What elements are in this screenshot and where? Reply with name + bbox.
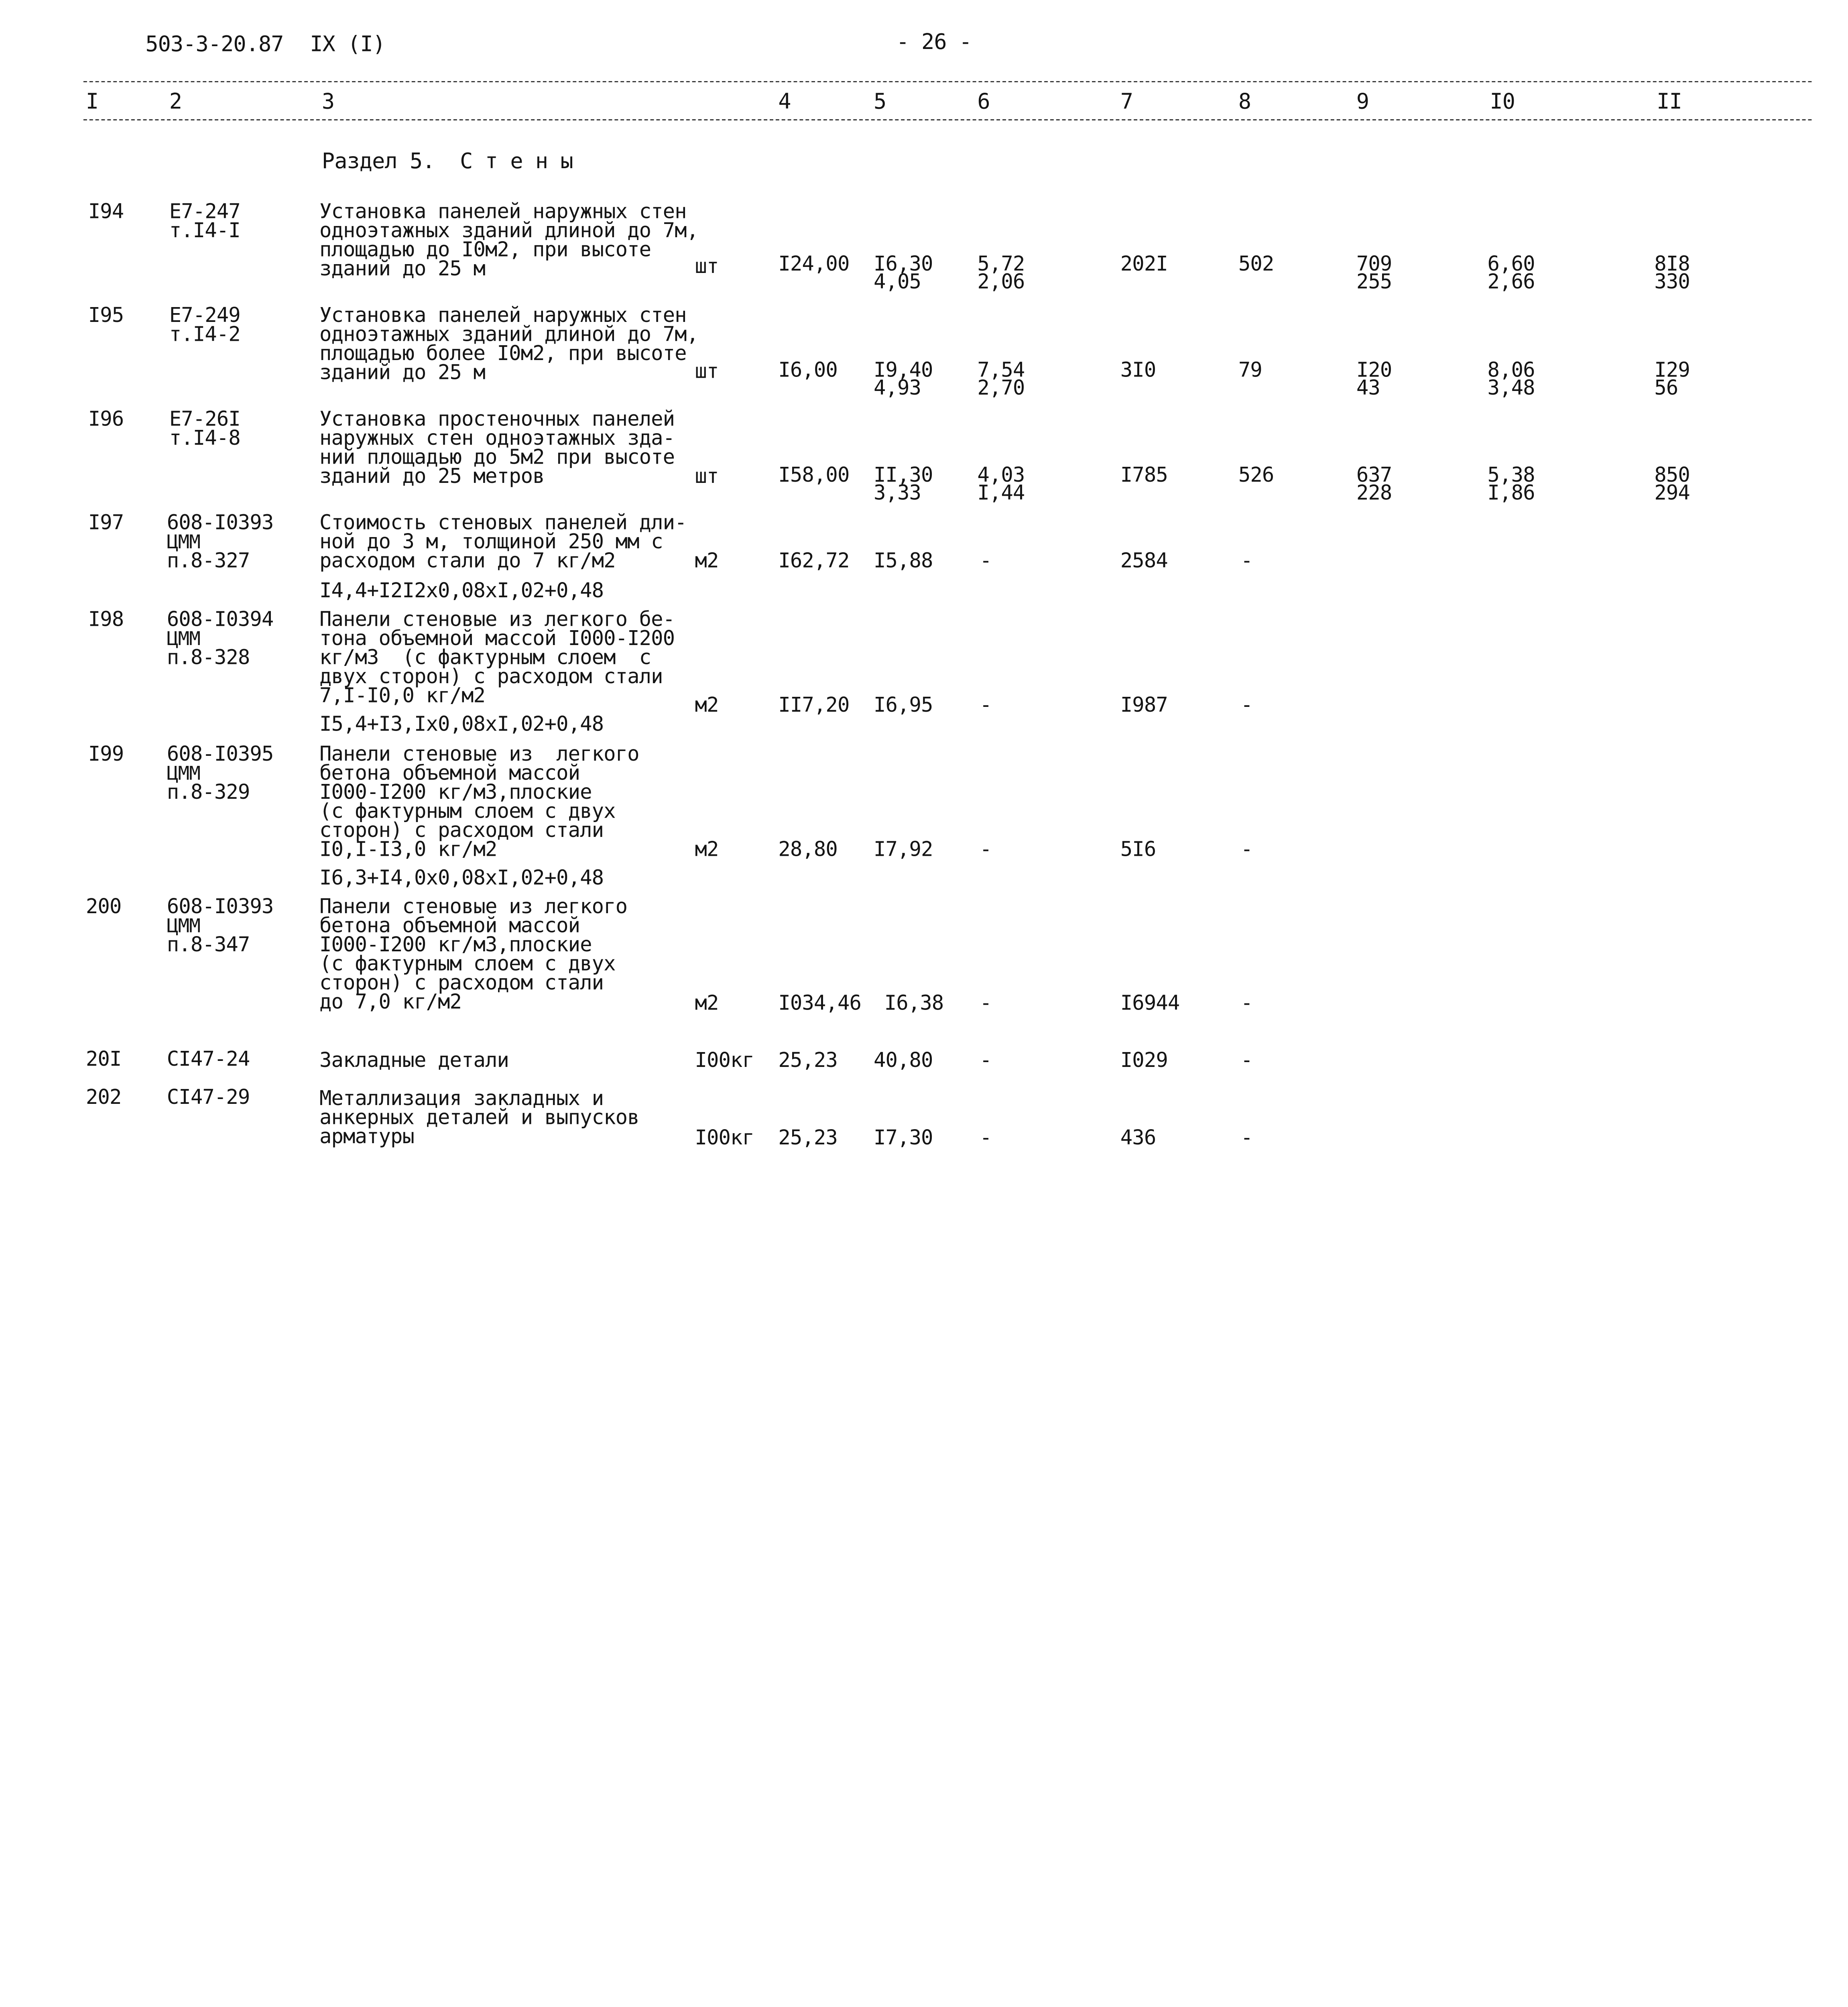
- row-code: E7-249: [169, 304, 240, 328]
- row-description: до 7,0 кг/м2: [319, 991, 462, 1015]
- row-description: двух сторон) с расходом стали: [319, 665, 663, 689]
- value-top: I9,40: [874, 358, 933, 383]
- row-description: Установка простеночных панелей: [319, 407, 675, 432]
- row-description: арматуры: [319, 1125, 415, 1150]
- row-col8: -: [1240, 1126, 1253, 1151]
- row-code: 608-I0393: [167, 895, 274, 919]
- row-col7: I029: [1120, 1049, 1168, 1073]
- row-description: Установка панелей наружных стен: [319, 200, 687, 224]
- value-bottom: 3,48: [1487, 377, 1535, 401]
- row-code: 608-I0393: [167, 511, 274, 535]
- row-number: I95: [88, 304, 124, 328]
- row-description: площадью более I0м2, при высоте: [319, 342, 687, 366]
- row-number: I99: [88, 743, 124, 767]
- value-bottom: 43: [1356, 377, 1380, 401]
- row-col7: 5I6: [1120, 838, 1156, 862]
- row-code: п.8-347: [167, 933, 250, 957]
- value-bottom: 294: [1654, 481, 1690, 506]
- row-col5: I5,88: [874, 550, 933, 574]
- row-description: сторон) с расходом стали: [319, 819, 604, 843]
- row-formula: I5,4+I3,Ix0,08xI,02+0,48: [319, 713, 604, 737]
- value-bottom: I,86: [1487, 481, 1535, 506]
- value-top: I6,30: [874, 252, 933, 277]
- row-description: I0,I-I3,0 кг/м2: [319, 838, 497, 862]
- row-description: Установка панелей наружных стен: [319, 304, 687, 328]
- row-col9: [1356, 252, 1392, 295]
- row-number: 20I: [85, 1048, 122, 1072]
- row-unit: м2: [695, 550, 719, 574]
- row-col7: I785: [1120, 464, 1168, 488]
- row-description: расходом стали до 7 кг/м2: [319, 550, 616, 574]
- row-code: п.8-329: [167, 781, 250, 805]
- row-code: E7-26I: [169, 407, 240, 432]
- row-description: бетона объемной массой: [319, 761, 580, 786]
- value-bottom: 4,05: [874, 271, 921, 295]
- row-unit: м2: [695, 694, 719, 718]
- row-number: I97: [88, 511, 124, 535]
- row-quantity: I24,00: [778, 252, 850, 277]
- row-col6: -: [980, 694, 992, 718]
- row-quantity: 28,80: [778, 838, 838, 862]
- row-number: 202: [85, 1086, 122, 1110]
- value-top: 5,38: [1487, 464, 1535, 488]
- row-col5: [874, 358, 933, 401]
- row-number: 200: [85, 895, 122, 919]
- value-top: 7,54: [977, 358, 1025, 383]
- row-description: 7,I-I0,0 кг/м2: [319, 684, 486, 708]
- row-code: т.I4-8: [169, 427, 240, 451]
- row-col5: [874, 464, 933, 506]
- row-description: зданий до 25 м: [319, 361, 486, 385]
- value-top: 6,60: [1487, 252, 1535, 277]
- row-quantity: I034,46: [778, 992, 861, 1016]
- row-unit: шт: [695, 465, 719, 489]
- row-description: Металлизация закладных и: [319, 1087, 604, 1111]
- row-col5: 40,80: [874, 1049, 933, 1073]
- row-col6: -: [980, 550, 992, 574]
- page-number: - 26 -: [896, 30, 972, 55]
- table-header-rule: [83, 119, 1812, 120]
- table-top-rule: [83, 81, 1812, 82]
- row-description: кг/м3 (с фактурным слоем с: [319, 646, 651, 670]
- row-col5: I6,38: [884, 992, 944, 1016]
- album-number: IX (I): [310, 32, 386, 57]
- row-description: тона объемной массой I000-I200: [319, 627, 675, 651]
- row-description: зданий до 25 метров: [319, 465, 545, 489]
- column-header: 7: [1120, 89, 1133, 115]
- row-col10: [1487, 358, 1535, 401]
- value-top: 4,03: [977, 464, 1025, 488]
- row-code: 608-I0394: [167, 608, 274, 632]
- row-description: I000-I200 кг/м3,плоские: [319, 781, 592, 805]
- value-top: 850: [1654, 464, 1690, 488]
- row-col8: -: [1240, 992, 1253, 1016]
- value-top: II,30: [874, 464, 933, 488]
- row-col9: [1356, 464, 1392, 506]
- row-col8: 502: [1238, 252, 1274, 277]
- row-col7: 436: [1120, 1126, 1156, 1151]
- value-bottom: 255: [1356, 271, 1392, 295]
- row-col5: I7,30: [874, 1126, 933, 1151]
- value-bottom: 3,33: [874, 481, 921, 506]
- row-col11: [1654, 464, 1690, 506]
- row-code: CI47-29: [167, 1086, 250, 1110]
- row-quantity: 25,23: [778, 1049, 838, 1073]
- row-description: Стоимость стеновых панелей дли-: [319, 511, 687, 535]
- row-col5: I7,92: [874, 838, 933, 862]
- row-code: ЦММ: [167, 627, 200, 650]
- value-top: 5,72: [977, 252, 1025, 277]
- row-code: ЦММ: [167, 914, 200, 937]
- row-number: I96: [88, 407, 124, 432]
- row-code: ЦММ: [167, 761, 200, 785]
- row-description: зданий до 25 м: [319, 257, 486, 281]
- row-col8: -: [1240, 550, 1253, 574]
- row-code: п.8-328: [167, 646, 250, 670]
- row-quantity: I58,00: [778, 464, 850, 488]
- column-header: II: [1657, 89, 1682, 115]
- value-top: I20: [1356, 358, 1392, 383]
- value-bottom: 2,66: [1487, 271, 1535, 295]
- row-code: E7-247: [169, 200, 240, 224]
- row-col6: -: [980, 838, 992, 862]
- row-unit: I00кг: [695, 1126, 754, 1151]
- row-description: бетона объемной массой: [319, 914, 580, 938]
- row-description: Панели стеновые из легкого бе-: [319, 608, 675, 632]
- row-unit: шт: [695, 255, 719, 279]
- row-col7: I6944: [1120, 992, 1180, 1016]
- row-formula: I4,4+I2I2x0,08xI,02+0,48: [319, 579, 604, 603]
- row-col6: -: [980, 1049, 992, 1073]
- row-description: ной до 3 м, толщиной 250 мм с: [319, 530, 663, 555]
- row-formula: I6,3+I4,0x0,08xI,02+0,48: [319, 867, 604, 891]
- row-description: наружных стен одноэтажных зда-: [319, 427, 675, 451]
- row-description: анкерных деталей и выпусков: [319, 1106, 639, 1130]
- row-col6: -: [980, 1126, 992, 1151]
- row-code: т.I4-I: [169, 219, 240, 243]
- value-top: 8I8: [1654, 252, 1690, 277]
- row-description: ний площадью до 5м2 при высоте: [319, 446, 675, 470]
- row-unit: м2: [695, 838, 719, 862]
- row-description: Панели стеновые из легкого: [319, 743, 639, 767]
- section-title: Раздел 5. С т е н ы: [321, 149, 573, 174]
- value-top: 709: [1356, 252, 1392, 277]
- row-description: одноэтажных зданий длиной до 7м,: [319, 323, 699, 347]
- row-col6: [977, 464, 1025, 506]
- value-top: I29: [1654, 358, 1690, 383]
- value-bottom: 228: [1356, 481, 1392, 506]
- row-quantity: I6,00: [778, 358, 838, 383]
- row-number: I94: [88, 200, 124, 224]
- row-number: I98: [88, 608, 124, 632]
- row-unit: шт: [695, 360, 719, 384]
- row-description: Закладные детали: [319, 1049, 509, 1073]
- row-col5: [874, 252, 933, 295]
- column-header: 8: [1238, 89, 1251, 115]
- value-bottom: 330: [1654, 271, 1690, 295]
- row-col8: -: [1240, 838, 1253, 862]
- value-top: 8,06: [1487, 358, 1535, 383]
- row-col7: 2584: [1120, 550, 1168, 574]
- row-col8: 79: [1238, 358, 1262, 383]
- row-description: одноэтажных зданий длиной до 7м,: [319, 219, 699, 243]
- row-col8: 526: [1238, 464, 1274, 488]
- column-header: 2: [169, 89, 182, 115]
- column-header: 3: [321, 89, 335, 115]
- value-bottom: I,44: [977, 481, 1025, 506]
- row-code: 608-I0395: [167, 743, 274, 767]
- row-code: п.8-327: [167, 550, 250, 574]
- row-description: площадью до I0м2, при высоте: [319, 238, 651, 263]
- column-header: 9: [1356, 89, 1369, 115]
- row-col9: [1356, 358, 1392, 401]
- column-header: I: [85, 89, 99, 115]
- row-col6: -: [980, 992, 992, 1016]
- row-col7: I987: [1120, 694, 1168, 718]
- row-quantity: II7,20: [778, 694, 850, 718]
- row-quantity: 25,23: [778, 1126, 838, 1151]
- row-quantity: I62,72: [778, 550, 850, 574]
- row-col11: [1654, 252, 1690, 295]
- column-header: 6: [977, 89, 990, 115]
- value-top: 637: [1356, 464, 1392, 488]
- row-description: сторон) с расходом стали: [319, 971, 604, 995]
- row-col5: I6,95: [874, 694, 933, 718]
- row-description: (с фактурным слоем с двух: [319, 953, 616, 977]
- row-description: I000-I200 кг/м3,плоские: [319, 933, 592, 957]
- row-col10: [1487, 464, 1535, 506]
- column-header: 5: [874, 89, 886, 115]
- row-code: ЦММ: [167, 530, 200, 554]
- value-bottom: 2,70: [977, 377, 1025, 401]
- row-col6: [977, 252, 1025, 295]
- row-unit: I00кг: [695, 1049, 754, 1073]
- row-col6: [977, 358, 1025, 401]
- column-header: I0: [1490, 89, 1515, 115]
- row-code: т.I4-2: [169, 323, 240, 347]
- row-description: (с фактурным слоем с двух: [319, 800, 616, 824]
- value-bottom: 4,93: [874, 377, 921, 401]
- row-col11: [1654, 358, 1690, 401]
- row-code: CI47-24: [167, 1048, 250, 1072]
- value-bottom: 2,06: [977, 271, 1025, 295]
- value-bottom: 56: [1654, 377, 1678, 401]
- row-unit: м2: [695, 992, 719, 1016]
- column-header: 4: [778, 89, 791, 115]
- row-col7: 202I: [1120, 252, 1168, 277]
- row-description: Панели стеновые из легкого: [319, 895, 628, 919]
- row-col10: [1487, 252, 1535, 295]
- doc-code: 503-3-20.87: [145, 32, 284, 57]
- row-col7: 3I0: [1120, 358, 1156, 383]
- row-col8: -: [1240, 694, 1253, 718]
- row-col8: -: [1240, 1049, 1253, 1073]
